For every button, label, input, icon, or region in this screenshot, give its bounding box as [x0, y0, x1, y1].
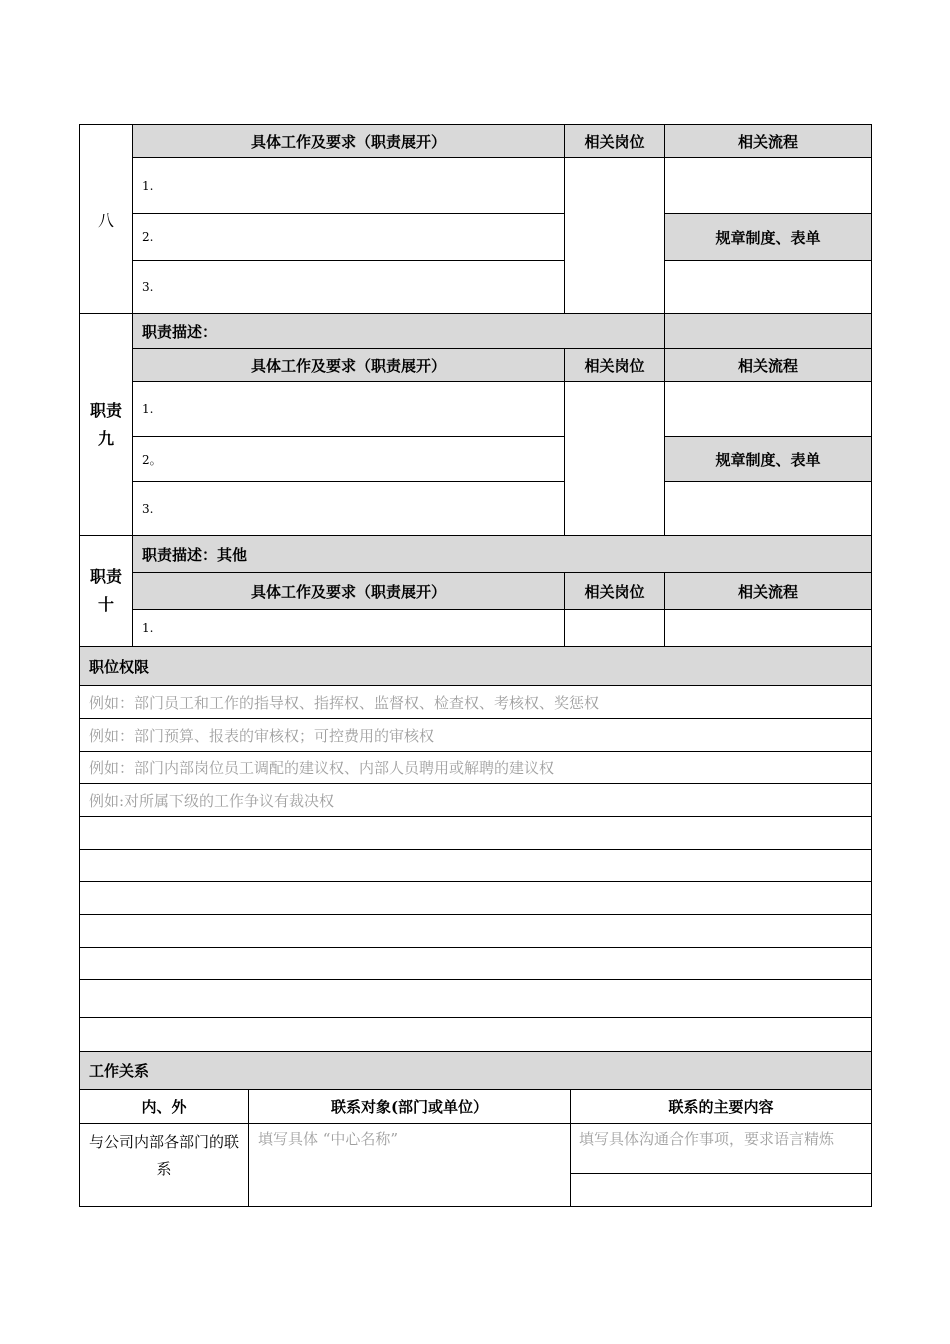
rules-header: 规章制度、表单 [664, 213, 872, 261]
relations-col-type: 内、外 [79, 1089, 249, 1124]
authority-row: 例如：部门员工和工作的指导权、指挥权、监督权、检查权、考核权、奖惩权 [79, 685, 872, 719]
relations-title: 工作关系 [79, 1051, 872, 1090]
flow-header: 相关流程 [664, 124, 872, 158]
post-cell [564, 381, 665, 536]
authority-blank-row [79, 1017, 872, 1052]
work-item: 2。 [132, 436, 565, 482]
authority-row: 例如：部门内部岗位员工调配的建议权、内部人员聘用或解聘的建议权 [79, 751, 872, 784]
rules-cell [664, 481, 872, 536]
authority-blank-row [79, 979, 872, 1018]
section-10-label [79, 535, 133, 647]
work-item: 3. [132, 260, 565, 314]
section-9-label-line1: 职责 [89, 400, 122, 420]
duty-description: 职责描述： [132, 313, 665, 349]
work-header: 具体工作及要求（职责展开） [132, 572, 565, 610]
authority-blank-row [79, 816, 872, 850]
description-blank [664, 313, 872, 349]
section-10-label-line1: 职责 [89, 567, 122, 586]
relations-target-cell: 填写具体 “中心名称” [248, 1123, 571, 1207]
section-10-label-line2: 十 [97, 595, 114, 614]
authority-blank-row [79, 947, 872, 980]
work-item: 1. [132, 157, 565, 214]
flow-cell [664, 381, 872, 437]
post-header: 相关岗位 [564, 348, 665, 382]
work-item: 1. [132, 609, 565, 647]
section-9-label [79, 313, 133, 536]
relations-content-cell: 填写具体沟通合作事项，要求语言精炼 [570, 1123, 872, 1174]
flow-cell [664, 609, 872, 647]
post-cell [564, 157, 665, 314]
post-header: 相关岗位 [564, 124, 665, 158]
authority-row: 例如：部门预算、报表的审核权；可控费用的审核权 [79, 718, 872, 752]
work-item: 2. [132, 213, 565, 261]
work-item: 3. [132, 481, 565, 536]
authority-title: 职位权限 [79, 646, 872, 686]
authority-row: 例如:对所属下级的工作争议有裁决权 [79, 783, 872, 817]
relations-col-target: 联系对象(部门或单位） [248, 1089, 571, 1124]
flow-cell [664, 157, 872, 214]
relations-col-content: 联系的主要内容 [570, 1089, 872, 1124]
authority-blank-row [79, 881, 872, 915]
relations-content-blank [570, 1173, 872, 1207]
section-8-label: 八 [79, 124, 133, 314]
authority-blank-row [79, 849, 872, 882]
rules-cell [664, 260, 872, 314]
work-header: 具体工作及要求（职责展开） [132, 124, 565, 158]
section-9-label-line2: 九 [97, 428, 114, 448]
relations-type-cell: 与公司内部各部门的联系 [79, 1123, 249, 1207]
flow-header: 相关流程 [664, 572, 872, 610]
authority-blank-row [79, 914, 872, 948]
duty-description: 职责描述：其他 [132, 535, 872, 573]
post-cell [564, 609, 665, 647]
work-header: 具体工作及要求（职责展开） [132, 348, 565, 382]
work-item: 1. [132, 381, 565, 437]
rules-header: 规章制度、表单 [664, 436, 872, 482]
post-header: 相关岗位 [564, 572, 665, 610]
flow-header: 相关流程 [664, 348, 872, 382]
